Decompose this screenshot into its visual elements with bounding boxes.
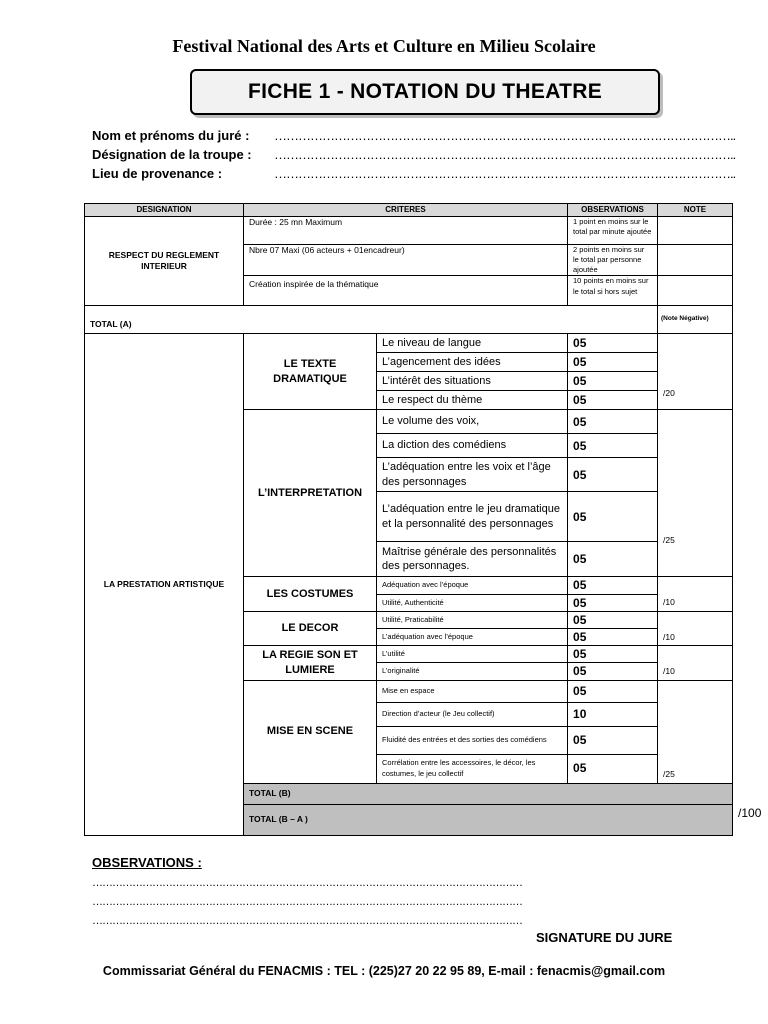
score-cell: 05 <box>568 646 658 663</box>
decor-category: LE DECOR <box>244 611 377 645</box>
critere-cell: L’adéquation entre le jeu dramatique et la personnalité des personnages <box>377 492 568 542</box>
lieu-field <box>92 166 736 181</box>
jure-label: Nom et prénoms du juré : <box>92 128 250 143</box>
critere-cell: Utilité, Authenticité <box>377 594 568 611</box>
critere-cell: Utilité, Praticabilité <box>377 611 568 628</box>
observations-title: OBSERVATIONS : <box>92 855 202 870</box>
score-cell: 05 <box>568 628 658 645</box>
critere-cell: L’agencement des idées <box>377 353 568 372</box>
jure-dots: …………………………………………………………………………………………………….. <box>274 128 736 143</box>
header-criteres: CRITERES <box>244 204 568 217</box>
troupe-dots: …………………………………………………………………………………………………….. <box>274 147 736 162</box>
prestation-designation: LA PRESTATION ARTISTIQUE <box>85 334 244 835</box>
mise-category: MISE EN SCENE <box>244 680 377 783</box>
score-cell: 05 <box>568 334 658 353</box>
header-note: NOTE <box>658 204 733 217</box>
observation-cell: 2 points en moins sur le total par personne ajoutée <box>568 245 658 276</box>
critere-cell: Direction d’acteur (le Jeu collectif) <box>377 702 568 726</box>
note-cell <box>658 245 733 276</box>
score-cell: 05 <box>568 458 658 492</box>
score-cell: 05 <box>568 663 658 680</box>
texte-category: LE TEXTE DRAMATIQUE <box>244 334 377 410</box>
score-cell: 05 <box>568 726 658 754</box>
score-cell: 05 <box>568 542 658 577</box>
table-row <box>85 334 733 353</box>
regie-total: /10 <box>658 646 733 680</box>
critere-cell: Adéquation avec l’époque <box>377 577 568 594</box>
total-a-note: (Note Négative) <box>658 306 733 334</box>
score-cell: 05 <box>568 434 658 458</box>
critere-cell: L’utilité <box>377 646 568 663</box>
score-cell: 05 <box>568 492 658 542</box>
decor-total: /10 <box>658 611 733 645</box>
table-row <box>85 217 733 245</box>
critere-cell: Fluidité des entrées et des sorties des comédiens <box>377 726 568 754</box>
observation-line: ………………………………………………………………………………………………………………… <box>92 896 522 908</box>
critere-cell: Corrélation entre les accessoires, le décor, les costumes, le jeu collectif <box>377 754 568 783</box>
jure-field <box>92 128 736 143</box>
critere-cell: L’adéquation avec l’époque <box>377 628 568 645</box>
score-cell: 10 <box>568 702 658 726</box>
critere-cell: Nbre 07 Maxi (06 acteurs + 01encadreur) <box>244 245 568 276</box>
score-cell: 05 <box>568 611 658 628</box>
festival-title: Festival National des Arts et Culture en Milieu Scolaire <box>172 36 596 56</box>
score-cell: 05 <box>568 594 658 611</box>
critere-cell: Mise en espace <box>377 680 568 702</box>
critere-cell: L’originalité <box>377 663 568 680</box>
lieu-dots: …………………………………………………………………………………………………….. <box>274 166 736 181</box>
total-b-label: TOTAL (B) <box>244 783 733 804</box>
critere-cell: Création inspirée de la thématique <box>244 276 568 306</box>
header-observations: OBSERVATIONS <box>568 204 658 217</box>
critere-cell: Durée : 25 mn Maximum <box>244 217 568 245</box>
costumes-total: /10 <box>658 577 733 611</box>
score-cell: 05 <box>568 391 658 410</box>
critere-cell: Le niveau de langue <box>377 334 568 353</box>
score-cell: 05 <box>568 577 658 594</box>
interpretation-total: /25 <box>658 410 733 577</box>
score-cell: 05 <box>568 410 658 434</box>
texte-total: /20 <box>658 334 733 410</box>
reglement-designation: RESPECT DU REGLEMENT INTERIEUR <box>85 217 244 306</box>
observation-line: ………………………………………………………………………………………………………………… <box>92 915 522 927</box>
signature-label: SIGNATURE DU JURE <box>536 930 673 945</box>
interpretation-category: L’INTERPRETATION <box>244 410 377 577</box>
score-cell: 05 <box>568 754 658 783</box>
header-designation: DESIGNATION <box>85 204 244 217</box>
observation-cell: 10 points en moins sur le total si hors sujet <box>568 276 658 306</box>
critere-cell: L’intérêt des situations <box>377 372 568 391</box>
score-cell: 05 <box>568 372 658 391</box>
footer-contact: Commissariat Général du FENACMIS : TEL : (225)27 20 22 95 89, E-mail : fenacmis@gmail.com <box>102 964 666 978</box>
score-cell: 05 <box>568 680 658 702</box>
observation-cell: 1 point en moins sur le total par minute ajoutée <box>568 217 658 245</box>
note-cell <box>658 217 733 245</box>
total-a-label: TOTAL (A) <box>85 306 658 334</box>
table-header-row <box>85 204 733 217</box>
regie-category: LA REGIE SON ET LUMIERE <box>244 646 377 680</box>
total-a-row <box>85 306 733 334</box>
critere-cell: L’adéquation entre les voix et l’âge des personnages <box>377 458 568 492</box>
costumes-category: LES COSTUMES <box>244 577 377 611</box>
fiche-title-box <box>190 69 660 115</box>
fiche-title: FICHE 1 - NOTATION DU THEATRE <box>247 80 603 103</box>
troupe-label: Désignation de la troupe : <box>92 147 252 162</box>
troupe-field <box>92 147 736 162</box>
observation-line: ………………………………………………………………………………………………………………… <box>92 877 522 889</box>
score-cell: 05 <box>568 353 658 372</box>
critere-cell: Maîtrise générale des personnalités des personnages. <box>377 542 568 577</box>
mise-total: /25 <box>658 680 733 783</box>
critere-cell: Le respect du thème <box>377 391 568 410</box>
critere-cell: La diction des comédiens <box>377 434 568 458</box>
critere-cell: Le volume des voix, <box>377 410 568 434</box>
note-cell <box>658 276 733 306</box>
notation-table <box>84 203 762 836</box>
total-ba-label: TOTAL (B – A ) <box>244 804 733 835</box>
lieu-label: Lieu de provenance : <box>92 166 223 181</box>
total-ba-row: TOTAL (B – A ) /100 <box>85 804 733 835</box>
